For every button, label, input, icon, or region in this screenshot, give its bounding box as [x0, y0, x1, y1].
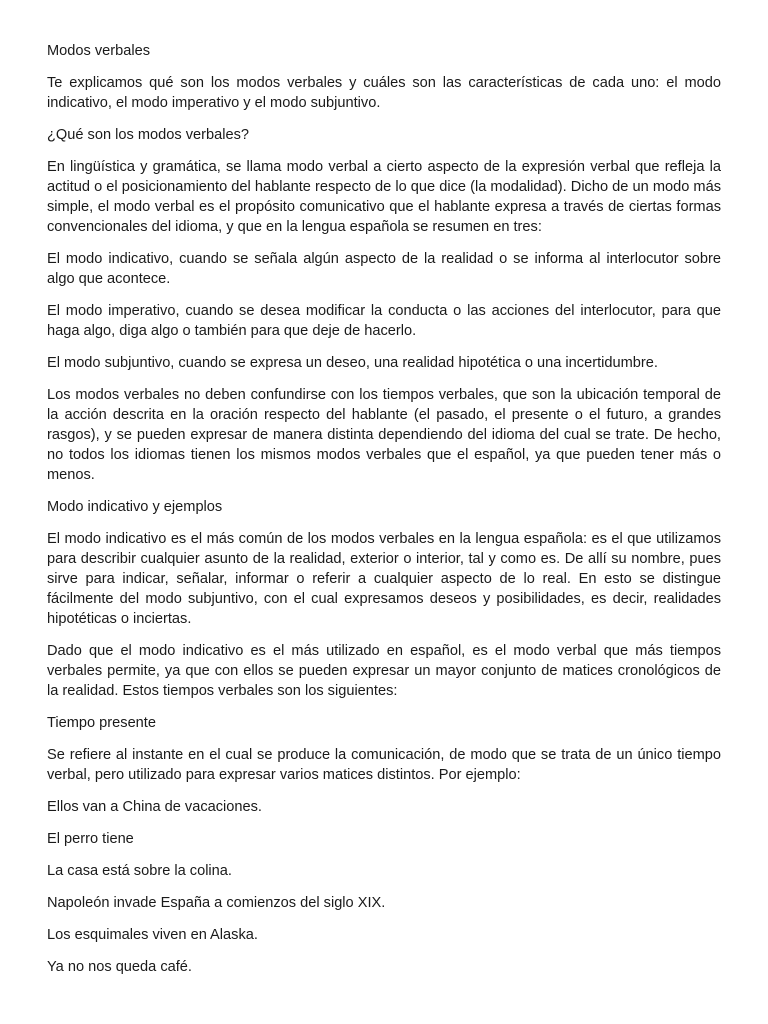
intro-paragraph: Te explicamos qué son los modos verbales y cuáles son las características de cada uno: el modo indicativo, el modo imperativo y el modo subjuntivo.: [47, 75, 721, 111]
example-line: Napoleón invade España a comienzos del siglo XIX.: [47, 895, 386, 911]
paragraph-presente: Se refiere al instante en el cual se produce la comunicación, de modo que se trata de un único tiempo verbal, pero utilizado para expresar varios matices distintos. Por ejemplo:: [47, 747, 721, 783]
section-heading-presente: Tiempo presente: [47, 715, 156, 731]
paragraph-definition: En lingüística y gramática, se llama modo verbal a cierto aspecto de la expresión verbal que refleja la actitud o el posicionamiento del hablante respecto de lo que dice (la modalidad). Dicho de un modo más simple, el modo verbal es el propósito comunicativo que el hablante expresa a través de ciertas formas convencionales del idioma, y que en la lengua española se resumen en tres:: [47, 159, 721, 235]
document-title: Modos verbales: [47, 43, 151, 59]
paragraph-tiempos-verbales: Dado que el modo indicativo es el más utilizado en español, es el modo verbal que más tiempos verbales permite, ya que con ellos se pueden expresar un mayor conjunto de matices cronológicos de la realidad. Estos tiempos verbales son los siguientes:: [47, 643, 721, 699]
example-line: Los esquimales viven en Alaska.: [47, 927, 258, 943]
paragraph-imperativo: El modo imperativo, cuando se desea modificar la conducta o las acciones del interlocutor, para que haga algo, diga algo o también para que deje de hacerlo.: [47, 303, 721, 339]
paragraph-indicativo: El modo indicativo, cuando se señala algún aspecto de la realidad o se informa al interlocutor sobre algo que acontece.: [47, 251, 721, 287]
section-heading-que-son: ¿Qué son los modos verbales?: [47, 127, 249, 143]
example-line: Ya no nos queda café.: [47, 959, 192, 975]
example-line: Ellos van a China de vacaciones.: [47, 799, 262, 815]
paragraph-indicativo-comun: El modo indicativo es el más común de los modos verbales en la lengua española: es el que utilizamos para describir cualquier asunto de la realidad, exterior o interior, tal y como es. De allí su nombre, pues sirve para indicar, señalar, informar o referir a cualquier aspecto de lo real. En esto se distingue fácilmente del modo subjuntivo, con el cual expresamos deseos y posibilidades, es decir, realidades hipotéticas o inciertas.: [47, 531, 721, 627]
document-page: [47, 41, 721, 989]
example-line: El perro tiene: [47, 831, 134, 847]
paragraph-subjuntivo: El modo subjuntivo, cuando se expresa un deseo, una realidad hipotética o una incertidumbre.: [47, 355, 658, 371]
paragraph-tiempos: Los modos verbales no deben confundirse con los tiempos verbales, que son la ubicación temporal de la acción descrita en la oración respecto del hablante (el pasado, el presente o el futuro, a grandes rasgos), y se pueden expresar de manera distinta dependiendo del idioma del cual se trate. De hecho, no todos los idiomas tienen los mismos modos verbales que el español, ya que pueden tener más o menos.: [47, 387, 721, 483]
section-heading-indicativo: Modo indicativo y ejemplos: [47, 499, 223, 515]
example-line: La casa está sobre la colina.: [47, 863, 232, 879]
